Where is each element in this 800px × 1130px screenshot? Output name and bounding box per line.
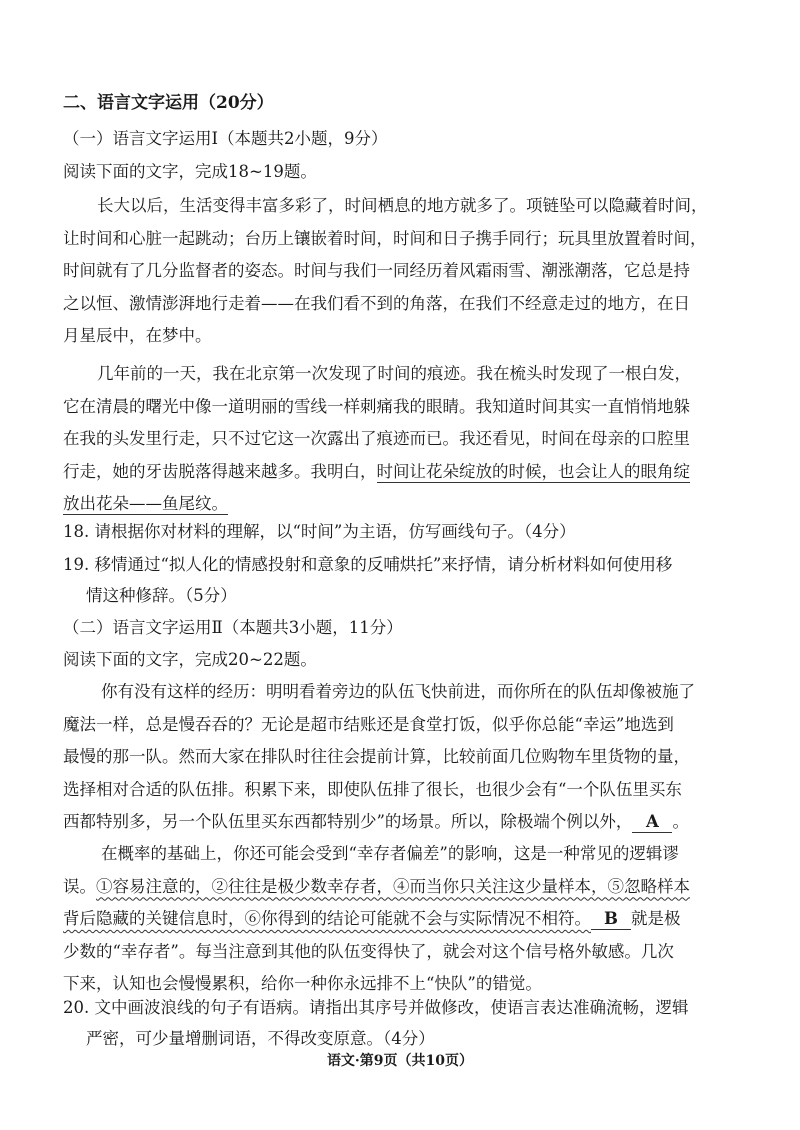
passage-line: 几年前的一天，我在北京第一次发现了时间的痕迹。我在梳头时发现了一根白发， — [97, 364, 691, 383]
question-19 — [63, 552, 800, 578]
question-number: 19. — [63, 555, 90, 574]
wavy-sentence: ①容易注意的，②往往是极少数幸存者，④而当你只关注这少量样本，⑤忽略样本 — [96, 876, 690, 896]
passage-line: 让时间和心脏一起跳动；台历上镶嵌着时间，时间和日子携手同行；玩具里放置着时间， — [63, 228, 707, 248]
passage-line: 长大以后，生活变得丰富多彩了，时间栖息的地方就多了。项链坠可以隐藏着时间， — [97, 196, 708, 215]
passage-line: 西都特别多，另一个队伍里买东西都特别少”的场景。所以，除极端个例以外， — [63, 812, 633, 831]
question-20-cont: 严密，可少量增删词语，不得改变原意。（4分） — [86, 1029, 435, 1048]
passage-line: 就是极 — [631, 909, 681, 928]
passage-line: 在概率的基础上，你还可能会受到“幸存者偏差”的影响，这是一种常见的逻辑谬 — [101, 844, 679, 863]
underlined-sentence: 时间让花朵绽放的时候，也会让人的眼角绽 — [376, 461, 690, 481]
passage2-paragraph2 — [63, 838, 690, 1001]
question-text: 文中画波浪线的句子有语病。请指出其序号并做修改，使语言表达准确流畅，逻辑 — [94, 998, 689, 1017]
passage2-paragraph1: 你有没有这样的经历：明明看着旁边的队伍飞快前进，而你所在的队伍却像被施了 魔法一样，总是慢吞吞的？无论是超市结账还是食堂打饭，似乎你总能“幸运”地选到 最慢的那一队。然而大家在排队时往往会提前计算，比较前面几位购物车里货物的量， 选择相对合适的队伍排。积累下来，即使队伍排了很长，也很少会有“一个队伍里买东 西都特别多，另一个队伍里买东西都特别少”的场景。所以，除极端个例以外， A 。 — [63, 676, 695, 839]
part1-title: （一）语言文字运用Ⅰ（本题共2小题，9分） — [63, 129, 388, 148]
question-number: 20. — [63, 998, 90, 1017]
part1-instruction: 阅读下面的文字，完成18~19题。 — [63, 162, 317, 181]
passage-line: 魔法一样，总是慢吞吞的？无论是超市结账还是食堂打饭，似乎你总能“幸运”地选到 — [63, 714, 674, 734]
wavy-sentence-end: 背后隐藏的关键信息时，⑥你得到的结论可能就不会与实际情况不相符。 — [63, 909, 591, 928]
question-20 — [63, 995, 800, 1021]
passage-line: 选择相对合适的队伍排。积累下来，即使队伍排了很长，也很少会有“一个队伍里买东 — [63, 779, 682, 799]
page-footer: 语文·第9页（共10页） — [326, 1053, 474, 1069]
question-19-cont: 情这种修辞。（5分） — [86, 586, 237, 605]
passage-line: 误。 — [63, 876, 96, 896]
passage-line: 之以恒、激情澎湃地行走着——在我们看不到的角落，在我们不经意走过的地方，在日 — [63, 293, 690, 313]
passage-line: 月星辰中，在梦中。 — [63, 326, 212, 345]
passage-line: 你有没有这样的经历：明明看着旁边的队伍飞快前进，而你所在的队伍却像被施了 — [101, 682, 695, 701]
part2-title: （二）语言文字运用Ⅱ（本题共3小题，11分） — [63, 618, 403, 637]
passage1-paragraph1 — [63, 190, 708, 353]
part2-instruction: 阅读下面的文字，完成20~22题。 — [63, 650, 317, 669]
answer-blank-a: A — [632, 812, 672, 833]
question-18 — [63, 519, 800, 545]
passage-line: 时间就有了几分监督者的姿态。时间与我们一同经历着风霜雨雪、潮涨潮落，它总是持 — [63, 261, 690, 280]
question-text: 请根据你对材料的理解，以“时间”为主语，仿写画线句子。（4分） — [94, 522, 576, 541]
passage-line: 它在清晨的曙光中像一道明丽的雪线一样刺痛我的眼睛。我知道时间其实一直悄悄地躲 — [63, 396, 690, 416]
passage-line: 下来，认知也会慢慢累积，给你一种你永远排不上“快队”的错觉。 — [63, 974, 542, 993]
question-number: 18. — [63, 522, 90, 541]
underlined-sentence-end: 放出花朵——鱼尾纹。 — [63, 494, 228, 513]
answer-blank-b: B — [591, 909, 631, 930]
question-text: 移情通过“拟人化的情感投射和意象的反哺烘托”来抒情，请分析材料如何使用移 — [94, 555, 673, 574]
passage-line: 最慢的那一队。然而大家在排队时往往会提前计算，比较前面几位购物车里货物的量， — [63, 747, 690, 766]
section-title: 二、语言文字运用（20分） — [63, 93, 274, 113]
passage-line: 行走，她的牙齿脱落得越来越多。我明白， — [63, 461, 377, 481]
passage-line: 少数的“幸存者”。每当注意到其他的队伍变得快了，就会对这个信号格外敏感。几次 — [63, 941, 674, 961]
passage1-paragraph2 — [63, 358, 691, 521]
passage-line: 在我的头发里行走，只不过它这一次露出了痕迹而已。我还看见，时间在母亲的口腔里 — [63, 429, 690, 448]
